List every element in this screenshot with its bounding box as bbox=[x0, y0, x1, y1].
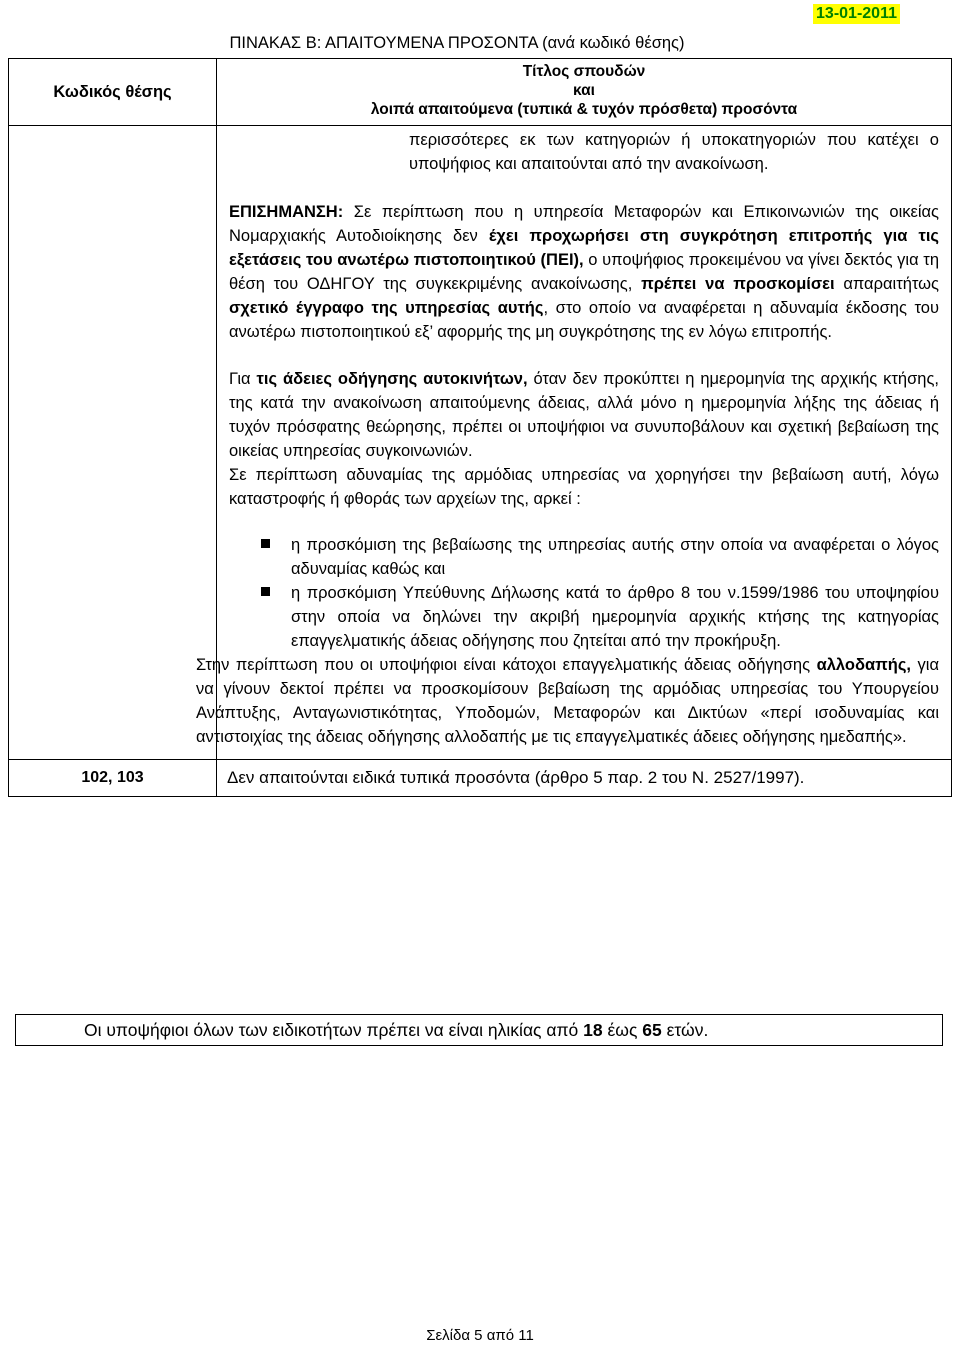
date-badge: 13-01-2011 bbox=[813, 4, 900, 24]
content-code-cell bbox=[9, 126, 217, 760]
content-cell bbox=[196, 126, 952, 760]
bullet-list bbox=[229, 533, 939, 653]
row-102-103-text: Δεν απαιτούνται ειδικά τυπικά προσόντα (άρθρο 5 παρ. 2 του Ν. 2527/1997). bbox=[217, 760, 952, 797]
table-title-row bbox=[9, 0, 952, 59]
list-item: η προσκόμιση της βεβαίωσης της υπηρεσίας αυτής στην οποία να αναφέρεται ο λόγος αδυναμίας καθώς και bbox=[291, 533, 939, 581]
header-code-col: Κωδικός θέσης bbox=[9, 59, 217, 126]
note-paragraph: ΕΠΙΣΗΜΑΝΣΗ: Σε περίπτωση που η υπηρεσία Μεταφορών και Επικοινωνιών της οικείας Νομαρχιακής Αυτοδιοίκησης δεν έχει προχωρήσει στη συγκρότηση επιτροπής για τις εξετάσεις του ανωτέρω πιστοποιητικού (ΠΕΙ), ο υποψήφιος προκειμένου να γίνει δεκτός για τη θέση του ΟΔΗΓΟΥ της συγκεκριμένης ανακοίνωσης, πρέπει να προσκομίσει απαραιτήτως σχετικό έγγραφο της υπηρεσίας αυτής, στο οποίο να αναφέρεται η αδυναμία έκδοσης του ανωτέρω πιστοποιητικού εξ’ αφορμής της μη συγκρότησης της εν λόγω επιτροπής. bbox=[229, 203, 940, 341]
code-cell-102-103: 102, 103 bbox=[9, 760, 217, 797]
licenses-paragraph-2: Σε περίπτωση αδυναμίας της αρμόδιας υπηρεσίας να χορηγήσει την βεβαίωση αυτή, λόγω καταστροφής ή φθοράς των αρχείων της, αρκεί : bbox=[229, 466, 939, 508]
header-row bbox=[9, 59, 952, 126]
row-102-103 bbox=[9, 760, 952, 797]
header-title-col: Τίτλος σπουδών και λοιπά απαιτούμενα (τυπικά & τυχόν πρόσθετα) προσόντα bbox=[217, 59, 952, 126]
content-row bbox=[9, 126, 952, 760]
licenses-paragraph: Για τις άδειες οδήγησης αυτοκινήτων, όταν δεν προκύπτει η ημερομηνία της αρχικής κτήσης, της κατά την ανακοίνωση απαιτούμενης άδειας, αλλά μόνο η ημερομηνία λήξης της άδειας ή τυχόν πρόσφατης θεώρησης, πρέπει οι υποψήφιοι να συνυποβάλουν και σχετική βεβαίωση της οικείας υπηρεσίας συγκοινωνιών. bbox=[229, 370, 939, 460]
page-footer: Σελίδα 5 από 11 bbox=[426, 1327, 534, 1344]
table-title: ΠΙΝΑΚΑΣ Β: ΑΠΑΙΤΟΥΜΕΝΑ ΠΡΟΣΟΝΤΑ (ανά κωδικό θέσης) bbox=[229, 34, 685, 52]
list-item: η προσκόμιση Υπεύθυνης Δήλωσης κατά το άρθρο 8 του ν.1599/1986 του υποψηφίου στην οποία να δηλώνει την ακριβή ημερομηνία αρχικής κτήσης της κατηγορίας επαγγελματικής άδειας οδήγησης που ζητείται από την προκήρυξη. bbox=[291, 581, 939, 653]
foreign-paragraph: Στην περίπτωση που οι υποψήφιοι είναι κάτοχοι επαγγελματικής άδειας οδήγησης αλλοδαπής, για να γίνουν δεκτοί πρέπει να προσκομίσουν βεβαίωση της αρμόδιας υπηρεσίας του Υπουργείου Ανάπτυξης, Ανταγωνιστικότητας, Υποδομών, Μεταφορών και Δικτύων «περί ισοδυναμίας και αντιστοιχίας της άδειας οδήγησης αλλοδαπής με τις επαγγελματικές άδειες οδήγησης ημεδαπής». bbox=[196, 656, 939, 746]
age-requirement-box: Οι υποψήφιοι όλων των ειδικοτήτων πρέπει να είναι ηλικίας από 18 έως 65 ετών. bbox=[15, 1014, 943, 1046]
intro-paragraph: περισσότερες εκ των κατηγοριών ή υποκατηγοριών που κατέχει ο υποψήφιος και απαιτούνται από την ανακοίνωση. bbox=[409, 131, 939, 173]
requirements-table bbox=[8, 0, 952, 797]
